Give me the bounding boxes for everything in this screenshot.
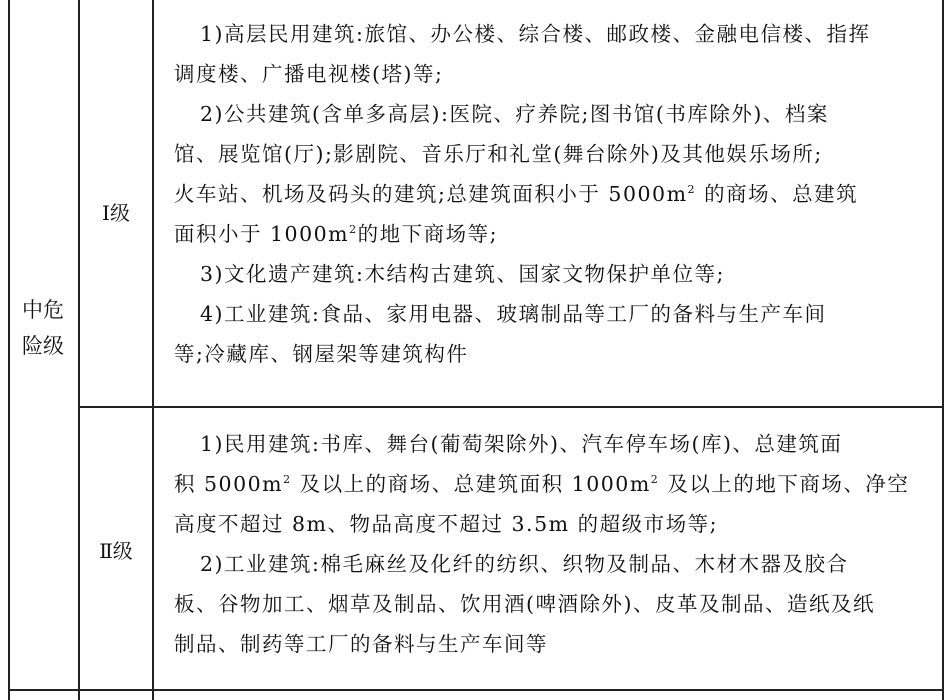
list-item-cont: 馆、展览馆(厅);影剧院、音乐厅和礼堂(舞台除外)及其他娱乐场所;	[174, 142, 823, 166]
level-2-content	[174, 424, 926, 664]
hazard-category-line-1: 中危	[22, 298, 64, 322]
list-item-cont: 面积小于 $1000m^2$的地下商场等;	[174, 222, 499, 246]
row-divider	[78, 406, 944, 408]
list-item: 2)公共建筑(含单多高层):医院、疗养院;图书馆(书库除外)、档案	[200, 102, 829, 126]
list-item: 1)民用建筑:书库、舞台(葡萄架除外)、汽车停车场(库)、总建筑面	[200, 432, 843, 456]
row-divider-bottom	[8, 689, 944, 691]
column-divider-2	[152, 0, 154, 700]
list-item-cont: 等;冷藏库、钢屋架等建筑构件	[174, 342, 469, 366]
list-item: 4)工业建筑:食品、家用电器、玻璃制品等工厂的备料与生产车间	[200, 302, 827, 326]
list-item: 1)高层民用建筑:旅馆、办公楼、综合楼、邮政楼、金融电信楼、指挥	[200, 22, 871, 46]
level-1-content	[174, 14, 926, 374]
list-item-cont: 高度不超过 8m、物品高度不超过 3.5m 的超级市场等;	[174, 512, 718, 536]
column-divider-1	[78, 0, 80, 700]
list-item: 2)工业建筑:棉毛麻丝及化纤的纺织、织物及制品、木材木器及胶合	[200, 552, 849, 576]
table-border-right	[942, 0, 944, 700]
list-item-cont: 调度楼、广播电视楼(塔)等;	[174, 62, 444, 86]
list-item-cont: 火车站、机场及码头的建筑;总建筑面积小于 $5000m^2$ 的商场、总建筑	[174, 182, 859, 206]
level-1-label: Ⅰ级	[102, 201, 130, 225]
level-2-label: Ⅱ级	[99, 539, 133, 563]
list-item-cont: 板、谷物加工、烟草及制品、饮用酒(啤酒除外)、皮革及制品、造纸及纸	[174, 592, 875, 616]
list-item-cont: 制品、制药等工厂的备料与生产车间等	[174, 632, 548, 656]
hazard-category-cell	[8, 292, 78, 364]
list-item-cont: 积 $5000m^2$ 及以上的商场、总建筑面积 $1000m^2$ 及以上的地下商场、净空	[174, 472, 910, 496]
hazard-category-line-2: 险级	[22, 334, 64, 358]
classification-table	[8, 0, 944, 700]
list-item: 3)文化遗产建筑:木结构古建筑、国家文物保护单位等;	[200, 262, 725, 286]
